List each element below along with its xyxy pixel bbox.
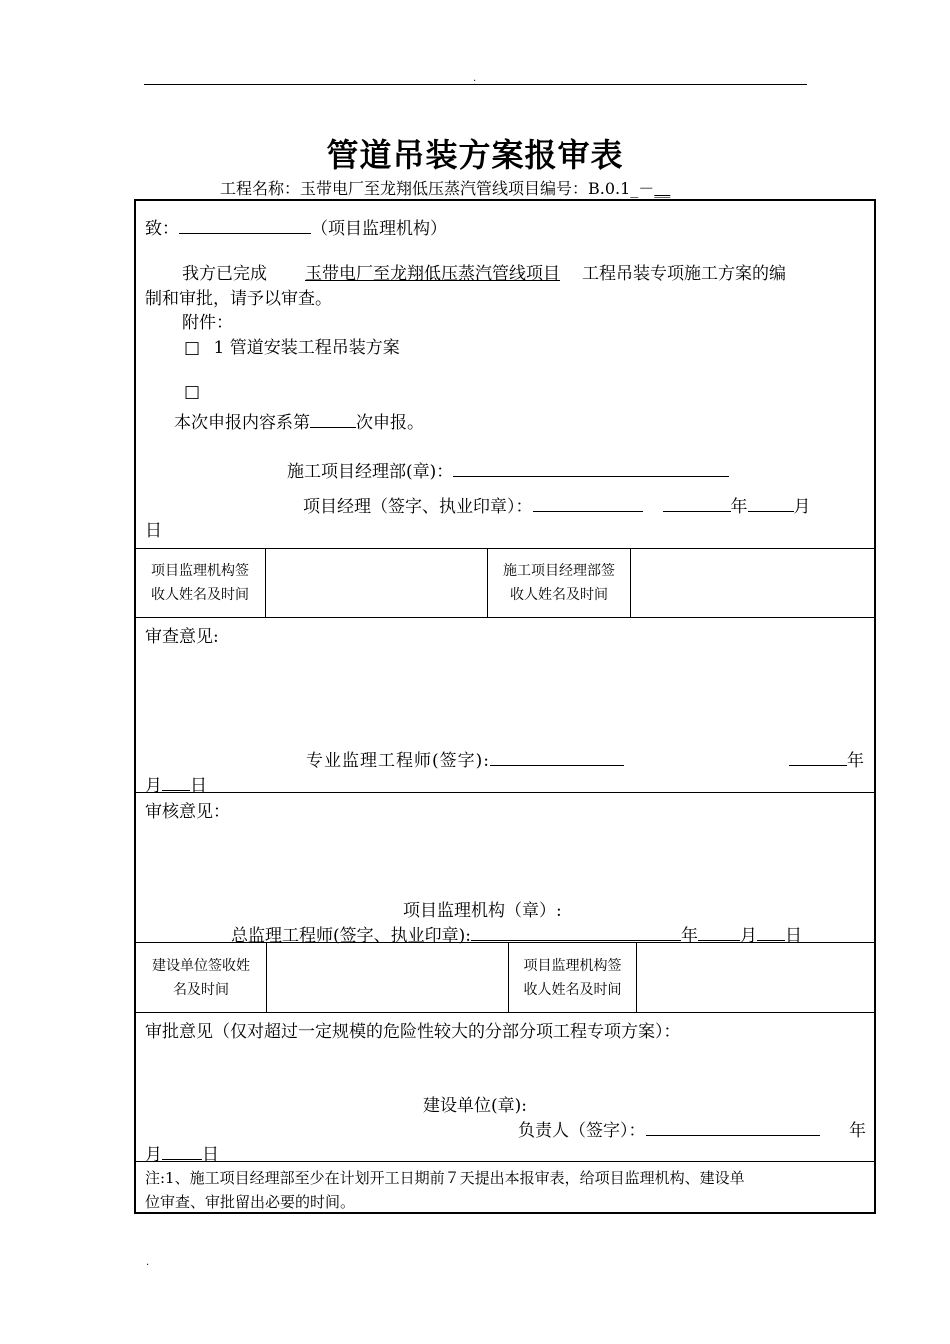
year-blank[interactable]: [663, 495, 731, 512]
supervision-receipt-field[interactable]: [266, 549, 486, 616]
submission-line: [174, 408, 424, 433]
month-blank[interactable]: [698, 924, 740, 941]
label-line: 收人姓名及时间: [523, 982, 622, 998]
chief-engineer-blank[interactable]: [471, 924, 681, 941]
label-line: 施工项目经理部签: [503, 563, 615, 579]
form-code: 编号：B.0.1_－: [540, 179, 655, 198]
month-label: 月: [740, 926, 757, 946]
attachment-item-1: [184, 333, 400, 358]
month-blank[interactable]: [748, 495, 794, 512]
review-opinion-label: 审查意见:: [145, 627, 219, 647]
statement-line: [182, 259, 786, 284]
supervision-receipt-label-2: [509, 954, 636, 1002]
supervision-receipt-label: [135, 559, 265, 607]
owner-stamp: 建设单位(章):: [423, 1096, 527, 1116]
year-label: 年: [847, 751, 864, 771]
manager-sign-blank[interactable]: [533, 495, 643, 512]
owner-receipt-label: [136, 954, 266, 1002]
submission-suffix: 次申报。: [356, 413, 424, 433]
month-label: 月: [145, 1145, 162, 1165]
checkbox[interactable]: □: [184, 338, 201, 358]
attachment-label: 附件：: [182, 313, 233, 333]
approval-opinion-label: [145, 1017, 681, 1042]
addressee-prefix: 致：: [145, 219, 179, 239]
attachment-item-2: [184, 382, 200, 402]
day-label: 日: [202, 1145, 219, 1165]
audit-opinion-label: 审核意见：: [145, 802, 230, 822]
engineer-year: [789, 746, 864, 771]
project-line: [220, 176, 670, 199]
header-dot: .: [473, 73, 477, 84]
divider: [134, 792, 876, 793]
label-line: 项目监理机构签: [151, 563, 249, 579]
label-line: 项目监理机构签: [523, 958, 622, 974]
day-blank[interactable]: [757, 924, 785, 941]
footer-dot: .: [146, 1257, 150, 1268]
note-line-1: 注:1、施工项目经理部至少在计划开工日期前７天提出本报审表，给项目监理机构、建设单: [145, 1169, 745, 1187]
project-name: 工程名称：玉带电厂至龙翔低压蒸汽管线项目: [220, 179, 541, 198]
contractor-receipt-field[interactable]: [631, 549, 874, 616]
year-blank[interactable]: [789, 749, 847, 766]
owner-sign-label: 负责人（签字）：: [518, 1121, 646, 1141]
divider: [134, 617, 876, 618]
contractor-dept-line: [287, 457, 729, 482]
statement-line-2: 制和审批，请予以审查。: [145, 289, 332, 309]
submission-count-blank[interactable]: [310, 411, 356, 428]
month-blank[interactable]: [162, 1143, 202, 1160]
owner-sign-line: [518, 1116, 820, 1141]
label-line: 建设单位签收姓: [152, 958, 250, 974]
contractor-dept-blank[interactable]: [453, 460, 729, 477]
contractor-dept-label: 施工项目经理部(章)：: [287, 462, 454, 482]
month-blank[interactable]: [162, 774, 190, 791]
engineer-month-day: [145, 771, 207, 796]
manager-label: 项目经理（签字、执业印章）：: [303, 497, 533, 517]
engineer-sign-blank[interactable]: [490, 749, 624, 766]
label-line: 收人姓名及时间: [151, 587, 249, 603]
owner-sign-blank[interactable]: [646, 1119, 820, 1136]
header-rule: [144, 84, 807, 85]
day-label: 日: [190, 776, 207, 796]
submission-prefix: 本次申报内容系第: [174, 413, 310, 433]
addressee-blank[interactable]: [179, 217, 311, 234]
checkbox[interactable]: □: [184, 382, 201, 402]
day-label: 日: [145, 521, 162, 541]
statement-project: 玉带电厂至龙翔低压蒸汽管线项目: [305, 264, 560, 284]
addressee-line: [145, 214, 447, 239]
divider: [134, 1161, 876, 1162]
supervision-receipt-field-2[interactable]: [637, 943, 874, 1011]
day-label: 日: [785, 926, 802, 946]
owner-year-label: 年: [849, 1121, 866, 1141]
engineer-sign-label: 专业监理工程师(签字):: [306, 751, 490, 771]
divider: [134, 1012, 876, 1013]
month-label: 月: [793, 497, 811, 517]
statement-suffix: 工程吊装专项施工方案的编: [582, 264, 786, 284]
attachment-1-text: 1 管道安装工程吊装方案: [213, 338, 400, 358]
label-line: 名及时间: [173, 982, 229, 998]
owner-receipt-field[interactable]: [267, 943, 507, 1011]
page-title: 管道吊装方案报审表: [326, 136, 624, 174]
manager-line: [303, 492, 811, 517]
supervision-org-stamp: 项目监理机构（章）:: [403, 901, 562, 921]
owner-month-day: [145, 1140, 219, 1165]
statement-prefix: 我方已完成: [182, 264, 267, 284]
engineer-sign-line: [306, 746, 624, 771]
note-line-2: 位审查、审批留出必要的时间。: [145, 1193, 356, 1211]
label-line: 收人姓名及时间: [510, 587, 608, 603]
form-code-blank: __: [654, 179, 671, 198]
contractor-receipt-label: [488, 559, 630, 607]
month-label: 月: [145, 776, 162, 796]
chief-engineer-label: 总监理工程师(签字、执业印章):: [231, 926, 471, 946]
year-label: 年: [681, 926, 698, 946]
year-label: 年: [730, 497, 748, 517]
addressee-suffix: （项目监理机构）: [311, 219, 447, 239]
approval-opinion-text: 审批意见（仅对超过一定规模的危险性较大的分部分项工程专项方案）：: [145, 1022, 681, 1042]
